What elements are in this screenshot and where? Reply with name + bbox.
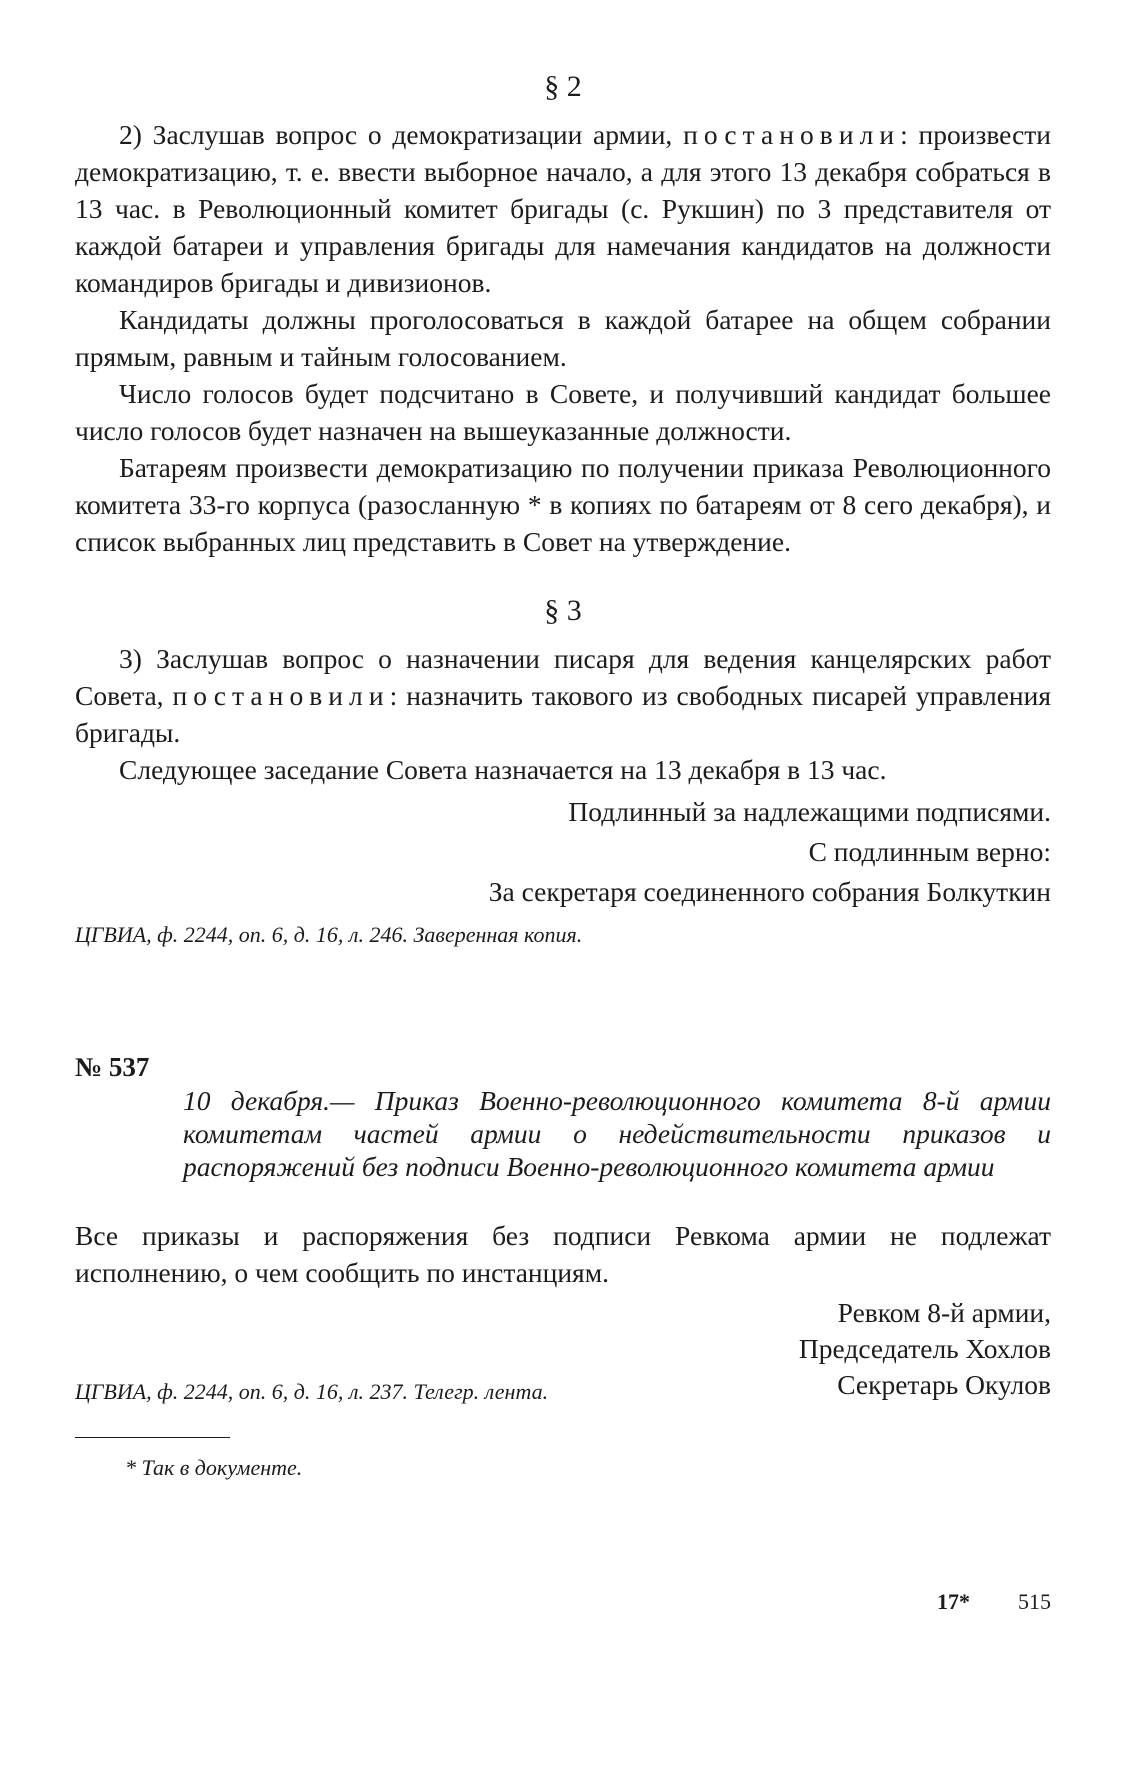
section-3-heading: § 3 [544, 594, 582, 627]
signature-revcom: Ревком 8-й армии, [837, 1297, 1051, 1328]
page-footer [937, 1588, 1051, 1616]
signature-note-certified: С подлинным верно: [808, 836, 1051, 867]
archive-reference-2: ЦГВИА, ф. 2244, оп. 6, д. 16, л. 237. Телегр. лента. [75, 1379, 549, 1404]
section-2-paragraph-1 [75, 116, 1051, 301]
section-2-p1-resolved: постановили [683, 119, 901, 150]
document-number: № 537 [75, 1052, 150, 1082]
signature-area [75, 1295, 1051, 1403]
section-2-p1-start: 2) Заслушав вопрос о демократизации армии, [119, 119, 684, 150]
footnote: * Так в документе. [125, 1455, 303, 1480]
page-number: 515 [1018, 1589, 1051, 1614]
section-2-paragraph-4: Батареям произвести демократизацию по получении приказа Революционного комитета 33-го корпуса (разосланную * в копиях по батареям от 8 сего декабря), и список выбранных лиц представить в Совет на утверждение. [75, 452, 1051, 557]
section-2-paragraph-2: Кандидаты должны проголосоваться в каждой батарее на общем собрании прямым, равным и тайным голосованием. [75, 304, 1051, 372]
archive-reference-1: ЦГВИА, ф. 2244, оп. 6, д. 16, л. 246. Заверенная копия. [75, 922, 583, 947]
document-header: 10 декабря.— Приказ Военно-революционного комитета 8-й армии комитетам частей армии о недействительности приказов и распоряжений без подписи Военно-революционного комитета армии [183, 1085, 1051, 1182]
section-3-p1-end: : назначить такового из свободных писарей управления бригады. [75, 680, 1051, 748]
section-3-p1-resolved: постановили [172, 680, 390, 711]
signature-note-original: Подлинный за надлежащими подписями. [568, 796, 1051, 827]
section-3-p1-start: 3) Заслушав вопрос о назначении писаря для ведения канцелярских работ Совета, [75, 643, 1051, 711]
signature-chairman: Председатель Хохлов [798, 1333, 1051, 1364]
section-3-paragraph-2: Следующее заседание Совета назначается на 13 декабря в 13 час. [119, 754, 887, 785]
sheet-signature: 17* [937, 1589, 970, 1614]
signature-secretary: За секретаря соединенного собрания Болкуткин [488, 876, 1051, 907]
section-2-p1-end: : произвести демократизацию, т. е. ввести выборное начало, а для этого 13 декабря собраться в 13 час. в Революционный комитет бригады (с. Рукшин) по 3 представителя от каждой батареи и управления бригады для намечания кандидатов на должности командиров бригады и дивизионов. [75, 119, 1052, 298]
section-2-heading: § 2 [544, 70, 582, 103]
signature-secretary-okulov: Секретарь Окулов [837, 1369, 1051, 1400]
document-body: Все приказы и распоряжения без подписи Ревкома армии не подлежат исполнению, о чем сообщить по инстанциям. [75, 1220, 1051, 1288]
document-page [75, 70, 1052, 1614]
section-2-paragraph-3: Число голосов будет подсчитано в Совете, и получивший кандидат большее число голосов будет назначен на вышеуказанные должности. [75, 378, 1051, 446]
section-3-paragraph-1 [75, 640, 1051, 751]
footnote-divider [75, 1437, 230, 1438]
